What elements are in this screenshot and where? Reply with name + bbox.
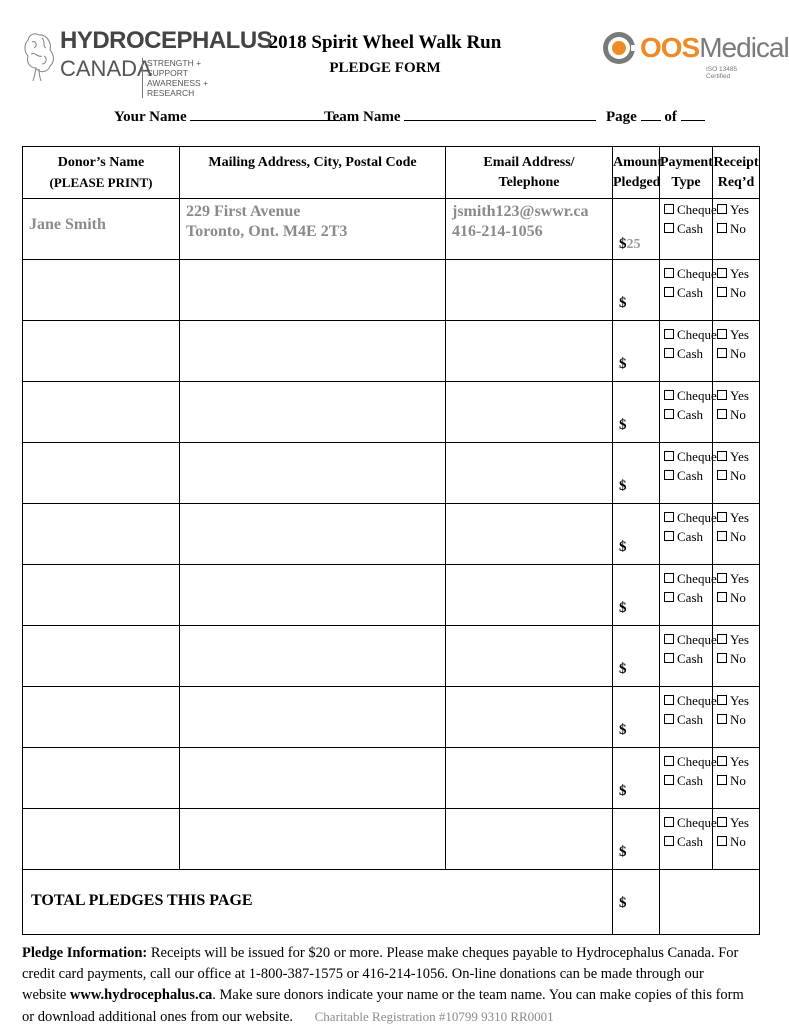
no-label: No [730, 529, 746, 544]
payment-cash-option[interactable] [664, 832, 712, 851]
donor-name-cell[interactable] [23, 809, 180, 870]
pledge-row [23, 626, 760, 687]
checkbox[interactable] [717, 329, 727, 339]
no-label: No [730, 468, 746, 483]
address-cell[interactable] [180, 565, 446, 626]
medical-brand: Medical [699, 32, 789, 63]
no-label: No [730, 590, 746, 605]
yes-label: Yes [730, 388, 749, 403]
payment-cheque-option[interactable] [664, 691, 717, 710]
no-label: No [730, 773, 746, 788]
email-cell[interactable] [446, 626, 613, 687]
donor-name-cell[interactable] [23, 443, 180, 504]
checkbox[interactable] [717, 695, 727, 705]
sample-receipt-cell [713, 199, 760, 260]
payment-cheque-option[interactable] [664, 264, 717, 283]
email-cell[interactable] [446, 382, 613, 443]
yes-label: Yes [730, 327, 749, 342]
form-subtitle: PLEDGE FORM [329, 60, 441, 76]
email-cell[interactable] [446, 565, 613, 626]
dollar-sign: $ [619, 236, 627, 252]
form-title: 2018 Spirit Wheel Walk Run [268, 32, 502, 53]
col-address-label: Mailing Address, City, Postal Code [208, 155, 417, 170]
no-label: No [730, 834, 746, 849]
checkbox[interactable] [717, 756, 727, 766]
pledge-info-text-2: . Make sure donors indicate your name or the team name. You can make copies of this form or download additional ones from our website. [22, 987, 744, 1025]
page-number-line[interactable] [641, 106, 661, 121]
receipt-no-option[interactable] [717, 710, 759, 729]
address-cell[interactable] [180, 748, 446, 809]
receipt-yes-option[interactable] [717, 569, 759, 588]
total-blank-cell-2 [713, 870, 760, 935]
checkbox[interactable] [664, 817, 674, 827]
total-blank-cell [660, 870, 713, 935]
payment-cell [660, 504, 717, 565]
cheque-label: Cheque [677, 571, 717, 586]
amount-cell[interactable] [613, 565, 660, 626]
receipt-cell [713, 748, 760, 809]
sample-address-line2: Toronto, Ont. M4E 2T3 [186, 223, 348, 240]
cash-label: Cash [677, 407, 703, 422]
yes-label: Yes [730, 266, 749, 281]
no-label: No [730, 407, 746, 422]
sample-address-cell[interactable] [180, 199, 446, 260]
payment-cell [660, 809, 717, 870]
amount-cell[interactable] [613, 748, 660, 809]
col-address [180, 147, 446, 199]
receipt-no-option[interactable] [717, 771, 759, 790]
sample-phone: 416-214-1056 [452, 223, 543, 240]
iso-cert: ISO 13485 Certified [706, 66, 738, 80]
checkbox[interactable] [664, 204, 674, 214]
checkbox[interactable] [664, 223, 674, 233]
yes-label: Yes [730, 510, 749, 525]
checkbox[interactable] [717, 531, 727, 541]
logo-word-canada: CANADA [60, 56, 152, 81]
page-total-line[interactable] [681, 106, 705, 121]
checkbox[interactable] [717, 592, 727, 602]
receipt-no-option[interactable] [717, 219, 759, 238]
address-cell[interactable] [180, 382, 446, 443]
no-label: No [730, 712, 746, 727]
address-cell[interactable] [180, 809, 446, 870]
col-email [446, 147, 613, 199]
page-label: Page [606, 109, 637, 125]
pledge-row [23, 382, 760, 443]
cash-label: Cash [677, 590, 703, 605]
your-name-field[interactable] [114, 106, 340, 126]
donor-name-cell[interactable] [23, 382, 180, 443]
team-name-line[interactable] [404, 106, 596, 121]
payment-cell [660, 443, 717, 504]
receipt-no-option[interactable] [717, 649, 759, 668]
website-link[interactable]: www.hydrocephalus.ca [69, 987, 213, 1003]
payment-cash-option[interactable] [664, 219, 712, 238]
receipt-yes-option[interactable] [717, 200, 759, 219]
receipt-cell [713, 626, 760, 687]
payment-cheque-option[interactable] [664, 325, 717, 344]
donor-name-cell[interactable] [23, 687, 180, 748]
address-cell[interactable] [180, 443, 446, 504]
receipt-yes-option[interactable] [717, 752, 759, 771]
payment-cheque-option[interactable] [664, 630, 717, 649]
payment-cheque-option[interactable] [664, 200, 717, 219]
amount-cell[interactable] [613, 687, 660, 748]
sample-email: jsmith123@swwr.ca [452, 203, 589, 220]
dollar-sign: $ [619, 417, 627, 433]
your-name-label: Your Name [114, 109, 187, 125]
receipt-no-option[interactable] [717, 405, 759, 424]
receipt-yes-option[interactable] [717, 813, 759, 832]
amount-cell[interactable] [613, 382, 660, 443]
yes-label: Yes [730, 449, 749, 464]
amount-cell[interactable] [613, 504, 660, 565]
checkbox[interactable] [717, 775, 727, 785]
amount-cell[interactable] [613, 260, 660, 321]
your-name-line[interactable] [190, 106, 340, 121]
checkbox[interactable] [664, 451, 674, 461]
pledge-row [23, 809, 760, 870]
payment-cash-option[interactable] [664, 466, 712, 485]
oos-medical-mark-icon [600, 28, 638, 68]
col-donor-label: Donor’s Name [57, 155, 145, 170]
payment-cell [660, 565, 717, 626]
cash-label: Cash [677, 285, 703, 300]
col-email-label: Email Address/ [483, 155, 575, 170]
pledge-row [23, 687, 760, 748]
email-cell[interactable] [446, 809, 613, 870]
checkbox[interactable] [717, 204, 727, 214]
sample-address-line1: 229 First Avenue [186, 203, 301, 220]
checkbox[interactable] [664, 287, 674, 297]
of-label: of [664, 109, 677, 125]
payment-cash-option[interactable] [664, 771, 712, 790]
cheque-label: Cheque [677, 815, 717, 830]
payment-cheque-option[interactable] [664, 813, 717, 832]
amount-cell[interactable] [613, 321, 660, 382]
total-row [23, 870, 760, 935]
donor-name-cell[interactable] [23, 504, 180, 565]
pledge-row [23, 443, 760, 504]
col-donor-sub: (PLEASE PRINT) [49, 175, 153, 190]
col-payment-label: Payment [660, 155, 713, 170]
team-name-label: Team Name [324, 109, 401, 125]
payment-cell [660, 748, 717, 809]
receipt-cell [713, 565, 760, 626]
pledge-row [23, 748, 760, 809]
payment-cell [660, 321, 717, 382]
checkbox[interactable] [664, 634, 674, 644]
sample-payment-cell [660, 199, 717, 260]
yes-label: Yes [730, 815, 749, 830]
col-payment-sub: Type [671, 175, 701, 190]
team-name-field[interactable] [324, 106, 596, 126]
no-label: No [730, 285, 746, 300]
checkbox[interactable] [717, 817, 727, 827]
no-label: No [730, 651, 746, 666]
checkbox[interactable] [664, 756, 674, 766]
address-cell[interactable] [180, 260, 446, 321]
email-cell[interactable] [446, 748, 613, 809]
cash-label: Cash [677, 651, 703, 666]
receipt-no-option[interactable] [717, 832, 759, 851]
cheque-label: Cheque [677, 510, 717, 525]
receipt-cell [713, 809, 760, 870]
col-amount-label: Amount [613, 155, 663, 170]
pledge-row [23, 260, 760, 321]
sample-email-cell[interactable] [446, 199, 613, 260]
payment-cheque-option[interactable] [664, 752, 717, 771]
cash-label: Cash [677, 773, 703, 788]
address-cell[interactable] [180, 321, 446, 382]
checkbox[interactable] [664, 531, 674, 541]
payment-cell [660, 382, 717, 443]
checkbox[interactable] [717, 409, 727, 419]
receipt-yes-option[interactable] [717, 325, 759, 344]
checkbox[interactable] [664, 653, 674, 663]
payment-cheque-option[interactable] [664, 569, 717, 588]
payment-cheque-option[interactable] [664, 386, 717, 405]
amount-cell[interactable] [613, 443, 660, 504]
pledge-information [22, 943, 744, 1028]
checkbox[interactable] [717, 470, 727, 480]
oos-medical-name [640, 32, 789, 64]
receipt-yes-option[interactable] [717, 386, 759, 405]
receipt-cell [713, 382, 760, 443]
pledge-row [23, 565, 760, 626]
pledge-info-text: Receipts will be issued for $20 or more. Please make cheques payable to Hydrocephalus Canada. For credit card payments, call our office at 1-800-387-1575 or 416-214-1056. On-line donations can be made through our website [22, 945, 739, 1003]
payment-cash-option[interactable] [664, 283, 712, 302]
checkbox[interactable] [717, 223, 727, 233]
checkbox[interactable] [664, 348, 674, 358]
checkbox[interactable] [717, 512, 727, 522]
checkbox[interactable] [664, 592, 674, 602]
dollar-sign: $ [619, 539, 627, 555]
cash-label: Cash [677, 468, 703, 483]
receipt-cell [713, 443, 760, 504]
checkbox[interactable] [664, 329, 674, 339]
donor-name-cell[interactable] [23, 260, 180, 321]
pledge-info-label: Pledge Information: [22, 945, 148, 961]
donor-name-cell[interactable] [23, 565, 180, 626]
email-cell[interactable] [446, 443, 613, 504]
yes-label: Yes [730, 202, 749, 217]
oos-medical-logo [600, 28, 789, 80]
receipt-cell [713, 504, 760, 565]
cheque-label: Cheque [677, 202, 717, 217]
yes-label: Yes [730, 754, 749, 769]
no-label: No [730, 221, 746, 236]
payment-cash-option[interactable] [664, 710, 712, 729]
amount-cell[interactable] [613, 626, 660, 687]
col-donor-name [23, 147, 180, 199]
checkbox[interactable] [717, 268, 727, 278]
col-payment [660, 147, 713, 199]
receipt-cell [713, 687, 760, 748]
cash-label: Cash [677, 834, 703, 849]
cash-label: Cash [677, 712, 703, 727]
sample-row [23, 199, 760, 260]
receipt-yes-option[interactable] [717, 630, 759, 649]
checkbox[interactable] [664, 714, 674, 724]
dollar-sign: $ [619, 356, 627, 372]
checkbox[interactable] [717, 451, 727, 461]
checkbox[interactable] [664, 695, 674, 705]
total-label-cell [23, 870, 613, 935]
pledge-row [23, 321, 760, 382]
email-cell[interactable] [446, 260, 613, 321]
sample-donor-name: Jane Smith [29, 216, 106, 233]
payment-cell [660, 626, 717, 687]
payment-cell [660, 687, 717, 748]
receipt-yes-option[interactable] [717, 447, 759, 466]
checkbox[interactable] [717, 634, 727, 644]
dollar-sign: $ [619, 783, 627, 799]
sample-amount-cell[interactable] [613, 199, 660, 260]
pledge-row [23, 504, 760, 565]
col-receipt-label: Receipt [713, 155, 759, 170]
receipt-cell [713, 260, 760, 321]
yes-label: Yes [730, 693, 749, 708]
checkbox[interactable] [664, 409, 674, 419]
email-cell[interactable] [446, 687, 613, 748]
checkbox[interactable] [664, 512, 674, 522]
yes-label: Yes [730, 632, 749, 647]
checkbox[interactable] [664, 268, 674, 278]
donor-name-cell[interactable] [23, 321, 180, 382]
pledge-table [22, 146, 760, 935]
payment-cell [660, 260, 717, 321]
payment-cash-option[interactable] [664, 527, 712, 546]
amount-cell[interactable] [613, 809, 660, 870]
checkbox[interactable] [664, 836, 674, 846]
checkbox[interactable] [664, 470, 674, 480]
payment-cash-option[interactable] [664, 405, 712, 424]
checkbox[interactable] [717, 348, 727, 358]
address-cell[interactable] [180, 687, 446, 748]
total-label: TOTAL PLEDGES THIS PAGE [31, 892, 253, 909]
checkbox[interactable] [717, 390, 727, 400]
cheque-label: Cheque [677, 388, 717, 403]
logo-tagline-2: AWARENESS + RESEARCH [147, 78, 209, 98]
email-cell[interactable] [446, 504, 613, 565]
total-dollar-sign: $ [619, 895, 627, 911]
charitable-registration: Charitable Registration #10799 9310 RR0001 [314, 1009, 554, 1024]
receipt-no-option[interactable] [717, 527, 759, 546]
checkbox[interactable] [717, 836, 727, 846]
checkbox[interactable] [664, 573, 674, 583]
cash-label: Cash [677, 346, 703, 361]
address-cell[interactable] [180, 504, 446, 565]
sample-donor-cell[interactable] [23, 199, 180, 260]
oos-brand: OOS [640, 32, 700, 63]
dollar-sign: $ [619, 844, 627, 860]
yes-label: Yes [730, 571, 749, 586]
checkbox[interactable] [664, 775, 674, 785]
checkbox[interactable] [717, 287, 727, 297]
payment-cheque-option[interactable] [664, 447, 717, 466]
receipt-yes-option[interactable] [717, 264, 759, 283]
donor-name-cell[interactable] [23, 626, 180, 687]
receipt-yes-option[interactable] [717, 508, 759, 527]
cheque-label: Cheque [677, 449, 717, 464]
receipt-yes-option[interactable] [717, 691, 759, 710]
checkbox[interactable] [717, 714, 727, 724]
col-amount [613, 147, 663, 199]
total-amount-cell[interactable] [613, 870, 660, 935]
col-receipt-sub: Req’d [717, 175, 755, 190]
cheque-label: Cheque [677, 632, 717, 647]
payment-cash-option[interactable] [664, 649, 712, 668]
payment-cash-option[interactable] [664, 588, 712, 607]
dollar-sign: $ [619, 478, 627, 494]
receipt-no-option[interactable] [717, 466, 759, 485]
sample-amount-value: 25 [626, 237, 641, 252]
col-receipt [713, 147, 760, 199]
checkbox[interactable] [664, 390, 674, 400]
checkbox[interactable] [717, 653, 727, 663]
col-amount-sub: Pledged [613, 175, 661, 190]
no-label: No [730, 346, 746, 361]
receipt-no-option[interactable] [717, 588, 759, 607]
cash-label: Cash [677, 221, 703, 236]
address-cell[interactable] [180, 626, 446, 687]
dollar-sign: $ [619, 295, 627, 311]
payment-cash-option[interactable] [664, 344, 712, 363]
email-cell[interactable] [446, 321, 613, 382]
dollar-sign: $ [619, 661, 627, 677]
payment-cheque-option[interactable] [664, 508, 717, 527]
logo-tagline-1: STRENGTH + SUPPORT [147, 58, 202, 78]
logo-word-hydrocephalus: HYDROCEPHALUS [60, 27, 273, 54]
receipt-no-option[interactable] [717, 344, 759, 363]
sample-amount [619, 236, 641, 253]
donor-name-cell[interactable] [23, 748, 180, 809]
cash-label: Cash [677, 529, 703, 544]
cheque-label: Cheque [677, 754, 717, 769]
cheque-label: Cheque [677, 693, 717, 708]
dollar-sign: $ [619, 600, 627, 616]
cheque-label: Cheque [677, 266, 717, 281]
checkbox[interactable] [717, 573, 727, 583]
col-email-sub: Telephone [498, 175, 560, 190]
receipt-no-option[interactable] [717, 283, 759, 302]
cheque-label: Cheque [677, 327, 717, 342]
receipt-cell [713, 321, 760, 382]
page-field[interactable] [606, 106, 705, 126]
dollar-sign: $ [619, 722, 627, 738]
